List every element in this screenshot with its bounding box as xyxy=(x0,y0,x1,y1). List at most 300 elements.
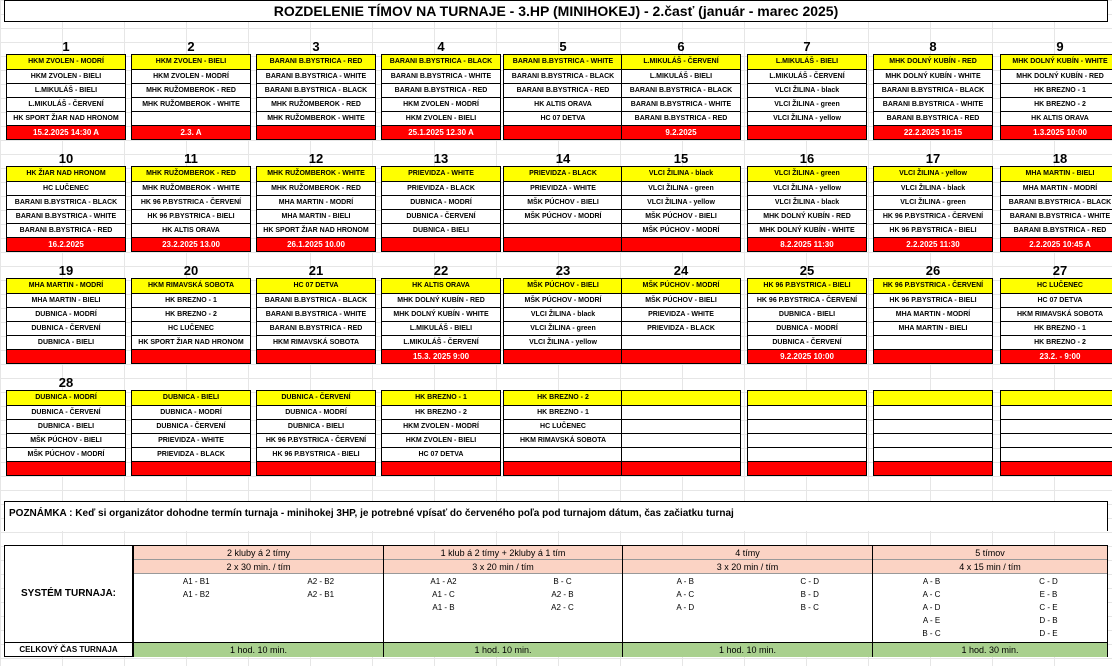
match-pair: D - B xyxy=(1039,616,1058,625)
date-cell[interactable]: 1.3.2025 10:00 xyxy=(1001,125,1112,139)
team-cell[interactable] xyxy=(622,405,740,419)
host-team-cell[interactable]: L.MIKULÁŠ - BIELI xyxy=(748,55,866,69)
match-pair: C - D xyxy=(800,577,820,586)
date-cell[interactable] xyxy=(257,461,375,475)
tournament-number: 18 xyxy=(1052,151,1068,166)
match-pair: C - E xyxy=(1039,603,1058,612)
tournament-block xyxy=(131,152,251,252)
team-cell[interactable]: MŠK PÚCHOV - BIELI xyxy=(622,209,740,223)
team-cell[interactable]: BARANI B.BYSTRICA - BLACK xyxy=(874,83,992,97)
team-cell[interactable]: HKM ZVOLEN - BIELI xyxy=(382,111,500,125)
host-team-cell[interactable]: MHK DOLNÝ KUBÍN - WHITE xyxy=(1001,55,1112,69)
date-cell[interactable] xyxy=(874,461,992,475)
team-cell[interactable] xyxy=(504,447,622,461)
match-pair: A1 - B1 xyxy=(182,577,210,586)
team-cell[interactable]: HK 96 P.BYSTRICA - BIELI xyxy=(874,293,992,307)
match-pair-row xyxy=(134,588,383,601)
system-duration: 3 x 20 min / tím xyxy=(384,560,622,574)
tournament-number xyxy=(1000,376,1112,390)
team-cell[interactable]: DUBNICA - MODRÍ xyxy=(257,405,375,419)
team-cell[interactable]: DUBNICA - MODRÍ xyxy=(382,195,500,209)
team-cell[interactable]: HK BREZNO - 1 xyxy=(1001,83,1112,97)
team-cell[interactable] xyxy=(874,405,992,419)
system-header: 2 kluby á 2 tímy xyxy=(134,546,383,560)
team-cell[interactable]: BARANI B.BYSTRICA - WHITE xyxy=(382,69,500,83)
team-cell[interactable]: MHK DOLNÝ KUBÍN - RED xyxy=(748,209,866,223)
team-cell[interactable]: DUBNICA - BIELI xyxy=(257,419,375,433)
tournament-block xyxy=(381,152,501,252)
host-team-cell[interactable]: DUBNICA - MODRÍ xyxy=(7,391,125,405)
team-cell[interactable]: VLCI ŽILINA - black xyxy=(748,83,866,97)
team-cell[interactable]: BARANI B.BYSTRICA - WHITE xyxy=(874,97,992,111)
team-cell[interactable]: L.MIKULÁŠ - BIELI xyxy=(622,69,740,83)
host-team-cell[interactable]: DUBNICA - ČERVENÍ xyxy=(257,391,375,405)
team-cell[interactable]: MŠK PÚCHOV - MODRÍ xyxy=(7,447,125,461)
tournament-block xyxy=(621,376,741,476)
team-cell[interactable]: HK 96 P.BYSTRICA - BIELI xyxy=(257,447,375,461)
team-cell[interactable]: MHA MARTIN - MODRÍ xyxy=(1001,181,1112,195)
team-cell[interactable] xyxy=(748,447,866,461)
tournament-number xyxy=(621,376,741,390)
system-label: SYSTÉM TURNAJA: xyxy=(5,546,133,642)
team-cell[interactable]: HC LUČENEC xyxy=(504,419,622,433)
team-cell[interactable]: BARANI B.BYSTRICA - RED xyxy=(257,321,375,335)
team-cell[interactable]: BARANI B.BYSTRICA - BLACK xyxy=(622,83,740,97)
date-cell[interactable] xyxy=(504,349,622,363)
tournament-number: 27 xyxy=(1052,263,1068,278)
match-pair: D - E xyxy=(1039,629,1058,638)
team-cell[interactable]: BARANI B.BYSTRICA - RED xyxy=(382,83,500,97)
team-cell[interactable]: MHK DOLNÝ KUBÍN - RED xyxy=(1001,69,1112,83)
team-cell[interactable]: MHK DOLNÝ KUBÍN - WHITE xyxy=(382,307,500,321)
team-cell[interactable]: VLCI ŽILINA - black xyxy=(874,181,992,195)
team-cell[interactable] xyxy=(748,433,866,447)
date-cell[interactable]: 26.1.2025 10.00 xyxy=(257,237,375,251)
host-team-cell[interactable] xyxy=(622,391,740,405)
team-cell[interactable]: MHK RUŽOMBEROK - WHITE xyxy=(132,181,250,195)
team-cell[interactable]: HK BREZNO - 2 xyxy=(132,307,250,321)
match-pair-row xyxy=(873,588,1107,601)
team-cell[interactable]: HKM ZVOLEN - MODRÍ xyxy=(132,69,250,83)
team-cell[interactable]: VLCI ŽILINA - black xyxy=(504,307,622,321)
match-pair: E - B xyxy=(1039,590,1058,599)
team-cell[interactable]: PRIEVIDZA - WHITE xyxy=(622,307,740,321)
team-cell[interactable]: HK BREZNO - 1 xyxy=(132,293,250,307)
tournament-block xyxy=(131,40,251,140)
tournament-number xyxy=(503,376,623,390)
team-cell[interactable]: VLCI ŽILINA - green xyxy=(622,181,740,195)
team-cell[interactable]: MŠK PÚCHOV - MODRÍ xyxy=(622,223,740,237)
tournament-block xyxy=(381,264,501,364)
date-cell[interactable] xyxy=(382,237,500,251)
team-cell[interactable] xyxy=(622,433,740,447)
tournament-block xyxy=(6,152,126,252)
tournament-block xyxy=(503,264,623,364)
team-cell[interactable]: HK SPORT ŽIAR NAD HRONOM xyxy=(7,111,125,125)
team-cell[interactable] xyxy=(874,433,992,447)
date-cell[interactable] xyxy=(132,461,250,475)
team-cell[interactable]: HKM ZVOLEN - MODRÍ xyxy=(382,419,500,433)
team-cell[interactable]: MHA MARTIN - BIELI xyxy=(874,321,992,335)
date-cell[interactable] xyxy=(622,237,740,251)
team-cell[interactable]: MHK RUŽOMBEROK - RED xyxy=(132,83,250,97)
team-cell[interactable]: DUBNICA - ČERVENÍ xyxy=(748,335,866,349)
host-team-cell[interactable]: HC LUČENEC xyxy=(1001,279,1112,293)
team-cell[interactable] xyxy=(1001,447,1112,461)
team-cell[interactable]: HK 96 P.BYSTRICA - ČERVENÍ xyxy=(257,433,375,447)
team-cell[interactable] xyxy=(1001,405,1112,419)
total-time: 1 hod. 10 min. xyxy=(623,642,872,657)
team-cell[interactable] xyxy=(874,335,992,349)
match-pair: B - D xyxy=(800,590,819,599)
team-cell[interactable]: MHK DOLNÝ KUBÍN - RED xyxy=(382,293,500,307)
date-cell[interactable] xyxy=(622,349,740,363)
team-cell[interactable]: VLCI ŽILINA - green xyxy=(504,321,622,335)
host-team-cell[interactable]: HK 96 P.BYSTRICA - BIELI xyxy=(748,279,866,293)
tournament-number: 17 xyxy=(925,151,941,166)
team-cell[interactable]: MHK RUŽOMBEROK - RED xyxy=(257,97,375,111)
team-cell[interactable]: DUBNICA - MODRÍ xyxy=(7,307,125,321)
team-cell[interactable]: MHK RUŽOMBEROK - RED xyxy=(257,181,375,195)
team-cell[interactable]: BARANI B.BYSTRICA - BLACK xyxy=(1001,195,1112,209)
team-cell[interactable]: PRIEVIDZA - BLACK xyxy=(382,181,500,195)
team-cell[interactable]: MHK RUŽOMBEROK - WHITE xyxy=(132,97,250,111)
tournament-number: 23 xyxy=(555,263,571,278)
system-column xyxy=(873,546,1107,657)
match-pair-row xyxy=(873,627,1107,640)
team-cell[interactable] xyxy=(622,419,740,433)
host-team-cell[interactable]: MŠK PÚCHOV - BIELI xyxy=(504,279,622,293)
team-cell[interactable]: DUBNICA - MODRÍ xyxy=(748,321,866,335)
host-team-cell[interactable]: MHA MARTIN - MODRÍ xyxy=(7,279,125,293)
match-pair: A1 - C xyxy=(432,590,455,599)
match-pair: A1 - B2 xyxy=(182,590,210,599)
date-cell[interactable] xyxy=(132,349,250,363)
team-cell[interactable] xyxy=(748,419,866,433)
tournament-number: 3 xyxy=(312,39,320,54)
date-cell[interactable]: 15.2.2025 14:30 A xyxy=(7,125,125,139)
tournament-number: 22 xyxy=(433,263,449,278)
team-cell[interactable]: HC 07 DETVA xyxy=(1001,293,1112,307)
tournament-block xyxy=(6,264,126,364)
team-cell[interactable]: MŠK PÚCHOV - BIELI xyxy=(622,293,740,307)
team-cell[interactable]: BARANI B.BYSTRICA - RED xyxy=(504,83,622,97)
team-cell[interactable]: MHA MARTIN - MODRÍ xyxy=(257,195,375,209)
date-cell[interactable] xyxy=(504,237,622,251)
team-cell[interactable] xyxy=(748,405,866,419)
host-team-cell[interactable]: HK BREZNO - 1 xyxy=(382,391,500,405)
date-cell[interactable]: 22.2.2025 10:15 xyxy=(874,125,992,139)
date-cell[interactable] xyxy=(7,461,125,475)
host-team-cell[interactable]: L.MIKULÁŠ - ČERVENÍ xyxy=(622,55,740,69)
team-cell[interactable] xyxy=(874,419,992,433)
team-cell[interactable]: HKM ZVOLEN - BIELI xyxy=(382,433,500,447)
team-cell[interactable]: DUBNICA - BIELI xyxy=(7,335,125,349)
host-team-cell[interactable]: MHA MARTIN - BIELI xyxy=(1001,167,1112,181)
tournament-block xyxy=(256,376,376,476)
date-cell[interactable] xyxy=(622,461,740,475)
team-cell[interactable]: HK 96 P.BYSTRICA - ČERVENÍ xyxy=(748,293,866,307)
match-pair: A2 - C xyxy=(551,603,574,612)
team-cell[interactable]: HKM ZVOLEN - BIELI xyxy=(7,69,125,83)
team-cell[interactable]: HK 96 P.BYSTRICA - ČERVENÍ xyxy=(874,209,992,223)
tournament-number: 24 xyxy=(673,263,689,278)
host-team-cell[interactable]: VLCI ŽILINA - yellow xyxy=(874,167,992,181)
date-cell[interactable]: 23.2.2025 13.00 xyxy=(132,237,250,251)
team-cell[interactable] xyxy=(1001,419,1112,433)
date-cell[interactable]: 16.2.2025 xyxy=(7,237,125,251)
host-team-cell[interactable]: PRIEVIDZA - WHITE xyxy=(382,167,500,181)
team-cell[interactable]: MŠK PÚCHOV - MODRÍ xyxy=(504,209,622,223)
team-cell[interactable]: DUBNICA - MODRÍ xyxy=(132,405,250,419)
team-cell[interactable]: HK BREZNO - 1 xyxy=(1001,321,1112,335)
team-cell[interactable]: MHK DOLNÝ KUBÍN - WHITE xyxy=(748,223,866,237)
tournament-number: 4 xyxy=(437,39,445,54)
host-team-cell[interactable]: BARANI B.BYSTRICA - RED xyxy=(257,55,375,69)
tournament-number: 25 xyxy=(799,263,815,278)
match-pair: B - C xyxy=(553,577,572,586)
total-time: 1 hod. 30 min. xyxy=(873,642,1107,657)
tournament-block xyxy=(503,152,623,252)
team-cell[interactable]: HC 07 DETVA xyxy=(504,111,622,125)
team-cell[interactable]: MŠK PÚCHOV - MODRÍ xyxy=(504,293,622,307)
team-cell[interactable] xyxy=(874,447,992,461)
team-cell[interactable] xyxy=(504,223,622,237)
date-cell[interactable]: 15.3. 2025 9:00 xyxy=(382,349,500,363)
date-cell[interactable] xyxy=(7,349,125,363)
team-cell[interactable]: HKM RIMAVSKÁ SOBOTA xyxy=(504,433,622,447)
match-pair: A1 - B xyxy=(432,603,455,612)
date-cell[interactable]: 2.2.2025 10:45 A xyxy=(1001,237,1112,251)
team-cell[interactable]: MHA MARTIN - BIELI xyxy=(257,209,375,223)
host-team-cell[interactable]: PRIEVIDZA - BLACK xyxy=(504,167,622,181)
match-pair: B - C xyxy=(922,629,941,638)
team-cell[interactable]: HK SPORT ŽIAR NAD HRONOM xyxy=(257,223,375,237)
match-pair-row xyxy=(384,588,622,601)
team-cell[interactable]: VLCI ŽILINA - yellow xyxy=(748,111,866,125)
tournament-block xyxy=(621,152,741,252)
team-cell[interactable]: PRIEVIDZA - WHITE xyxy=(504,181,622,195)
host-team-cell[interactable]: DUBNICA - BIELI xyxy=(132,391,250,405)
team-cell[interactable]: BARANI B.BYSTRICA - BLACK xyxy=(7,195,125,209)
team-cell[interactable]: L.MIKULÁŠ - ČERVENÍ xyxy=(748,69,866,83)
tournament-block xyxy=(621,264,741,364)
date-cell[interactable] xyxy=(504,125,622,139)
total-time: 1 hod. 10 min. xyxy=(384,642,622,657)
host-team-cell[interactable]: MHK RUŽOMBEROK - RED xyxy=(132,167,250,181)
date-cell[interactable]: 25.1.2025 12.30 A xyxy=(382,125,500,139)
tournament-block xyxy=(747,264,867,364)
team-cell[interactable]: BARANI B.BYSTRICA - BLACK xyxy=(504,69,622,83)
date-cell[interactable] xyxy=(748,461,866,475)
tournament-number: 13 xyxy=(433,151,449,166)
team-cell[interactable]: VLCI ŽILINA - yellow xyxy=(748,181,866,195)
team-cell[interactable]: BARANI B.BYSTRICA - WHITE xyxy=(1001,209,1112,223)
team-cell[interactable]: HK ALTIS ORAVA xyxy=(1001,111,1112,125)
host-team-cell[interactable]: HK BREZNO - 2 xyxy=(504,391,622,405)
team-cell[interactable]: HK ALTIS ORAVA xyxy=(132,223,250,237)
team-cell[interactable]: VLCI ŽILINA - green xyxy=(874,195,992,209)
host-team-cell[interactable]: VLCI ŽILINA - green xyxy=(748,167,866,181)
team-cell[interactable]: DUBNICA - ČERVENÍ xyxy=(7,321,125,335)
team-cell[interactable] xyxy=(132,111,250,125)
team-cell[interactable]: VLCI ŽILINA - green xyxy=(748,97,866,111)
match-pair-row xyxy=(873,614,1107,627)
team-cell[interactable]: MHK DOLNÝ KUBÍN - WHITE xyxy=(874,69,992,83)
team-cell[interactable]: MHK RUŽOMBEROK - WHITE xyxy=(257,111,375,125)
team-cell[interactable]: HK ALTIS ORAVA xyxy=(504,97,622,111)
tournament-number: 14 xyxy=(555,151,571,166)
team-cell[interactable]: PRIEVIDZA - BLACK xyxy=(622,321,740,335)
team-cell[interactable]: VLCI ŽILINA - black xyxy=(748,195,866,209)
tournament-block xyxy=(873,152,993,252)
team-cell[interactable]: DUBNICA - ČERVENÍ xyxy=(382,209,500,223)
team-cell[interactable]: HKM RIMAVSKÁ SOBOTA xyxy=(257,335,375,349)
team-cell[interactable]: DUBNICA - BIELI xyxy=(748,307,866,321)
tournament-block xyxy=(503,376,623,476)
team-cell[interactable] xyxy=(622,335,740,349)
match-pair-row xyxy=(623,588,872,601)
tournament-number xyxy=(381,376,501,390)
host-team-cell[interactable] xyxy=(874,391,992,405)
date-cell[interactable] xyxy=(257,349,375,363)
match-pair: B - C xyxy=(800,603,819,612)
team-cell[interactable]: BARANI B.BYSTRICA - WHITE xyxy=(7,209,125,223)
team-cell[interactable]: DUBNICA - BIELI xyxy=(382,223,500,237)
tournament-block xyxy=(747,376,867,476)
match-pair: A - D xyxy=(922,603,941,612)
team-cell[interactable]: BARANI B.BYSTRICA - RED xyxy=(622,111,740,125)
tournament-block xyxy=(747,40,867,140)
date-cell[interactable]: 9.2.2025 xyxy=(622,125,740,139)
host-team-cell[interactable]: MHK RUŽOMBEROK - WHITE xyxy=(257,167,375,181)
tournament-block xyxy=(873,264,993,364)
tournament-number xyxy=(873,376,993,390)
tournament-block xyxy=(256,264,376,364)
tournament-number: 7 xyxy=(803,39,811,54)
team-cell[interactable]: HC LUČENEC xyxy=(132,321,250,335)
total-time: 1 hod. 10 min. xyxy=(134,642,383,657)
tournament-number xyxy=(256,376,376,390)
team-cell[interactable]: BARANI B.BYSTRICA - BLACK xyxy=(257,83,375,97)
team-cell[interactable]: L.MIKULÁŠ - ČERVENÍ xyxy=(7,97,125,111)
host-team-cell[interactable]: HK ALTIS ORAVA xyxy=(382,279,500,293)
host-team-cell[interactable]: MHK DOLNÝ KUBÍN - RED xyxy=(874,55,992,69)
match-pair: A - C xyxy=(922,590,941,599)
team-cell[interactable]: HKM RIMAVSKÁ SOBOTA xyxy=(1001,307,1112,321)
date-cell[interactable]: 23.2. - 9:00 xyxy=(1001,349,1112,363)
host-team-cell[interactable]: HKM ZVOLEN - MODRÍ xyxy=(7,55,125,69)
team-cell[interactable]: MŠK PÚCHOV - BIELI xyxy=(7,433,125,447)
host-team-cell[interactable]: HK ŽIAR NAD HRONOM xyxy=(7,167,125,181)
team-cell[interactable]: L.MIKULÁŠ - BIELI xyxy=(7,83,125,97)
team-cell[interactable]: PRIEVIDZA - BLACK xyxy=(132,447,250,461)
team-cell[interactable]: BARANI B.BYSTRICA - RED xyxy=(1001,223,1112,237)
team-cell[interactable]: PRIEVIDZA - WHITE xyxy=(132,433,250,447)
team-cell[interactable] xyxy=(622,447,740,461)
team-cell[interactable]: DUBNICA - BIELI xyxy=(7,419,125,433)
host-team-cell[interactable]: HK 96 P.BYSTRICA - ČERVENÍ xyxy=(874,279,992,293)
team-cell[interactable]: MHA MARTIN - MODRÍ xyxy=(874,307,992,321)
team-cell[interactable]: HK SPORT ŽIAR NAD HRONOM xyxy=(132,335,250,349)
team-cell[interactable]: HK 96 P.BYSTRICA - BIELI xyxy=(132,209,250,223)
tournament-number: 16 xyxy=(799,151,815,166)
team-cell[interactable]: BARANI B.BYSTRICA - WHITE xyxy=(257,307,375,321)
date-cell[interactable] xyxy=(382,461,500,475)
team-cell[interactable] xyxy=(1001,433,1112,447)
date-cell[interactable]: 2.2.2025 11:30 xyxy=(874,237,992,251)
host-team-cell[interactable] xyxy=(748,391,866,405)
team-cell[interactable]: HK BREZNO - 1 xyxy=(504,405,622,419)
date-cell[interactable]: 9.2.2025 10:00 xyxy=(748,349,866,363)
team-cell[interactable]: MHA MARTIN - BIELI xyxy=(7,293,125,307)
team-cell[interactable]: BARANI B.BYSTRICA - WHITE xyxy=(622,97,740,111)
team-cell[interactable]: DUBNICA - ČERVENÍ xyxy=(132,419,250,433)
tournament-number: 10 xyxy=(58,151,74,166)
team-cell[interactable]: BARANI B.BYSTRICA - RED xyxy=(7,223,125,237)
team-cell[interactable]: BARANI B.BYSTRICA - WHITE xyxy=(257,69,375,83)
host-team-cell[interactable]: VLCI ŽILINA - black xyxy=(622,167,740,181)
team-cell[interactable]: HC 07 DETVA xyxy=(382,447,500,461)
team-cell[interactable]: VLCI ŽILINA - yellow xyxy=(622,195,740,209)
tournament-block xyxy=(256,40,376,140)
tournament-block xyxy=(873,40,993,140)
date-cell[interactable] xyxy=(874,349,992,363)
date-cell[interactable]: 8.2.2025 11:30 xyxy=(748,237,866,251)
system-column xyxy=(134,546,383,657)
team-cell[interactable]: DUBNICA - ČERVENÍ xyxy=(7,405,125,419)
host-team-cell[interactable]: HC 07 DETVA xyxy=(257,279,375,293)
host-team-cell[interactable]: MŠK PÚCHOV - MODRÍ xyxy=(622,279,740,293)
team-cell[interactable]: HK 96 P.BYSTRICA - ČERVENÍ xyxy=(132,195,250,209)
date-cell[interactable] xyxy=(1001,461,1112,475)
tournament-number: 26 xyxy=(925,263,941,278)
tournament-block xyxy=(131,264,251,364)
tournament-block xyxy=(503,40,623,140)
team-cell[interactable]: VLCI ŽILINA - yellow xyxy=(504,335,622,349)
team-cell[interactable]: L.MIKULÁŠ - BIELI xyxy=(382,321,500,335)
date-cell[interactable] xyxy=(257,125,375,139)
team-cell[interactable]: HKM ZVOLEN - MODRÍ xyxy=(382,97,500,111)
team-cell[interactable]: MŠK PÚCHOV - BIELI xyxy=(504,195,622,209)
tournament-block xyxy=(381,40,501,140)
host-team-cell[interactable] xyxy=(1001,391,1112,405)
team-cell[interactable]: L.MIKULÁŠ - ČERVENÍ xyxy=(382,335,500,349)
host-team-cell[interactable]: HKM RIMAVSKÁ SOBOTA xyxy=(132,279,250,293)
tournament-number: 28 xyxy=(58,375,74,390)
tournament-block xyxy=(1000,376,1112,476)
tournament-block xyxy=(6,40,126,140)
date-cell[interactable] xyxy=(748,125,866,139)
team-cell[interactable]: HK BREZNO - 2 xyxy=(1001,97,1112,111)
match-pair-row xyxy=(134,575,383,588)
match-pair: A2 - B1 xyxy=(307,590,335,599)
host-team-cell[interactable]: BARANI B.BYSTRICA - WHITE xyxy=(504,55,622,69)
host-team-cell[interactable]: BARANI B.BYSTRICA - BLACK xyxy=(382,55,500,69)
date-cell[interactable] xyxy=(504,461,622,475)
date-cell[interactable]: 2.3. A xyxy=(132,125,250,139)
team-cell[interactable]: HK BREZNO - 2 xyxy=(382,405,500,419)
match-pair-row xyxy=(384,575,622,588)
team-cell[interactable]: HK 96 P.BYSTRICA - BIELI xyxy=(874,223,992,237)
team-cell[interactable]: HK BREZNO - 2 xyxy=(1001,335,1112,349)
team-cell[interactable]: HC LUČENEC xyxy=(7,181,125,195)
tournament-block xyxy=(1000,40,1112,140)
tournament-block xyxy=(6,376,126,476)
host-team-cell[interactable]: HKM ZVOLEN - BIELI xyxy=(132,55,250,69)
team-cell[interactable]: BARANI B.BYSTRICA - BLACK xyxy=(257,293,375,307)
team-cell[interactable]: BARANI B.BYSTRICA - RED xyxy=(874,111,992,125)
